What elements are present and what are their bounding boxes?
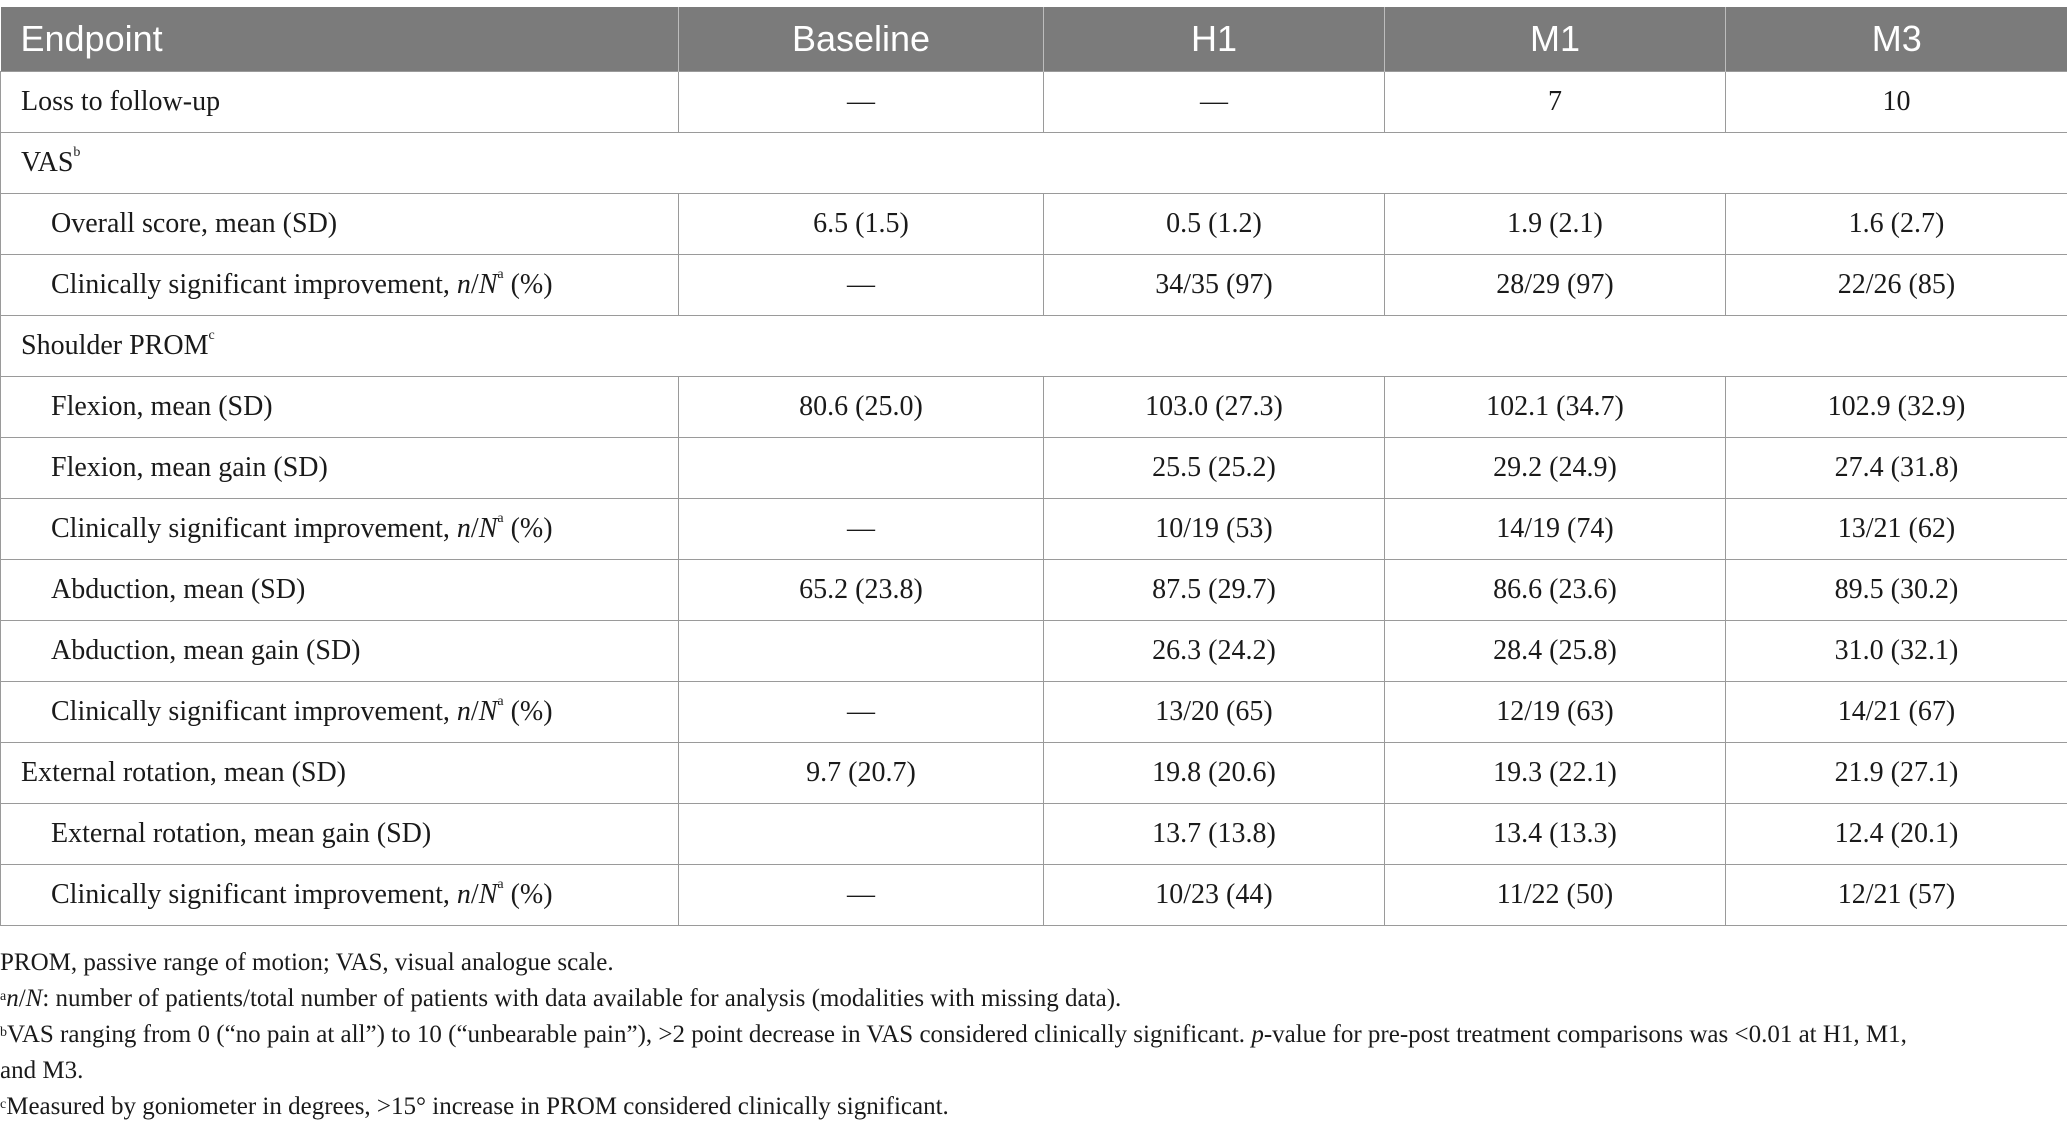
- table-cell: 21.9 (27.1): [1726, 743, 2067, 804]
- column-header-m1: M1: [1385, 7, 1726, 72]
- table-row: [1, 865, 2067, 926]
- table-cell: —: [679, 865, 1044, 926]
- table-row: [1, 621, 2067, 682]
- table-cell: 19.3 (22.1): [1385, 743, 1726, 804]
- table-cell: 7: [1385, 72, 1726, 133]
- table-cell: —: [679, 255, 1044, 316]
- table-cell: 12/19 (63): [1385, 682, 1726, 743]
- table-cell: 11/22 (50): [1385, 865, 1726, 926]
- footnote-b: [0, 1017, 2060, 1053]
- row-label: [1, 682, 679, 743]
- column-header-m3: M3: [1726, 7, 2067, 72]
- row-label-text: Overall score, mean (SD): [51, 208, 338, 239]
- row-label: [1, 72, 679, 133]
- row-label-n: n: [456, 879, 471, 910]
- table-cell: 65.2 (23.8): [679, 560, 1044, 621]
- row-label-sup: a: [497, 694, 504, 709]
- footnote-a-slash: /: [18, 985, 26, 1012]
- column-header-endpoint: Endpoint: [1, 7, 679, 72]
- table-cell: [679, 804, 1044, 865]
- footnote-b-text-2: -value for pre-post treatment comparisons was <0.01 at H1, M1,: [1263, 1021, 1907, 1048]
- row-label: [1, 194, 679, 255]
- column-header-baseline: Baseline: [679, 7, 1044, 72]
- row-label-N: N: [478, 513, 498, 544]
- row-label-text: Loss to follow-up: [21, 86, 221, 117]
- table-cell: 27.4 (31.8): [1726, 438, 2067, 499]
- row-label-n: n: [456, 513, 471, 544]
- row-label-text: VAS: [21, 147, 74, 178]
- footnote-a-n: n: [6, 985, 19, 1012]
- row-label-text: Flexion, mean gain (SD): [51, 452, 328, 483]
- footnote-b-p: p: [1251, 1021, 1264, 1048]
- table-cell: 29.2 (24.9): [1385, 438, 1726, 499]
- row-label: [1, 743, 679, 804]
- row-label-text: Shoulder PROM: [21, 330, 209, 361]
- table-cell: 10/19 (53): [1044, 499, 1385, 560]
- table-row: [1, 316, 2067, 377]
- table-row: [1, 499, 2067, 560]
- table-cell: 26.3 (24.2): [1044, 621, 1385, 682]
- row-label-post: (%): [503, 269, 553, 300]
- table-row: [1, 72, 2067, 133]
- results-table-container: [0, 7, 2067, 926]
- row-label-text: External rotation, mean gain (SD): [51, 818, 432, 849]
- row-label-text: Abduction, mean gain (SD): [51, 635, 361, 666]
- footnote-b-continued: and M3.: [0, 1057, 84, 1084]
- table-cell: 87.5 (29.7): [1044, 560, 1385, 621]
- table-cell: 1.9 (2.1): [1385, 194, 1726, 255]
- row-label: [1, 255, 679, 316]
- table-cell: 28/29 (97): [1385, 255, 1726, 316]
- table-footnotes: [0, 945, 2060, 1125]
- row-label-pre: Clinically significant improvement,: [51, 513, 457, 544]
- row-label: [1, 621, 679, 682]
- row-label-slash: /: [470, 269, 479, 300]
- results-table: [0, 7, 2067, 926]
- footnote-b-marker: b: [0, 1025, 7, 1040]
- row-label-sup: a: [497, 877, 504, 892]
- row-label-text: Flexion, mean (SD): [51, 391, 273, 422]
- table-cell: 89.5 (30.2): [1726, 560, 2067, 621]
- table-cell: 31.0 (32.1): [1726, 621, 2067, 682]
- table-cell: 13/21 (62): [1726, 499, 2067, 560]
- table-cell: —: [679, 72, 1044, 133]
- table-cell: 14/19 (74): [1385, 499, 1726, 560]
- row-label-n: n: [456, 269, 471, 300]
- row-label-N: N: [478, 269, 498, 300]
- footnote-a-marker: a: [0, 989, 7, 1004]
- table-cell: 9.7 (20.7): [679, 743, 1044, 804]
- table-row: [1, 682, 2067, 743]
- table-cell: [679, 438, 1044, 499]
- footnote-a-N: N: [25, 985, 43, 1012]
- table-cell: 10: [1726, 72, 2067, 133]
- row-label-N: N: [478, 879, 498, 910]
- row-label: [1, 377, 679, 438]
- table-cell: 102.9 (32.9): [1726, 377, 2067, 438]
- table-cell: —: [679, 682, 1044, 743]
- footnote-marker: c: [208, 328, 215, 343]
- footnote-a-text: : number of patients/total number of patients with data available for analysis (modalities with missing data).: [42, 985, 1122, 1012]
- row-label-slash: /: [470, 879, 479, 910]
- table-cell: 12/21 (57): [1726, 865, 2067, 926]
- footnote-c-text: Measured by goniometer in degrees, >15° increase in PROM considered clinically significant.: [6, 1093, 949, 1120]
- row-label-sup: a: [497, 511, 504, 526]
- table-body: [1, 72, 2067, 926]
- row-label-post: (%): [503, 513, 553, 544]
- table-cell: 1.6 (2.7): [1726, 194, 2067, 255]
- row-label-sup: a: [497, 267, 504, 282]
- table-cell: 0.5 (1.2): [1044, 194, 1385, 255]
- footnote-b-text-1: VAS ranging from 0 (“no pain at all”) to 10 (“unbearable pain”), >2 point decrease in VAS considered clinically significant.: [7, 1021, 1252, 1048]
- row-label-slash: /: [470, 513, 479, 544]
- row-label-pre: Clinically significant improvement,: [51, 879, 457, 910]
- row-label-pre: Clinically significant improvement,: [51, 696, 457, 727]
- table-cell: 12.4 (20.1): [1726, 804, 2067, 865]
- table-row: [1, 560, 2067, 621]
- table-row: [1, 194, 2067, 255]
- table-cell: 80.6 (25.0): [679, 377, 1044, 438]
- section-heading: [1, 316, 2067, 377]
- table-cell: 6.5 (1.5): [679, 194, 1044, 255]
- table-cell: 28.4 (25.8): [1385, 621, 1726, 682]
- row-label-post: (%): [503, 879, 553, 910]
- row-label: [1, 804, 679, 865]
- table-cell: [679, 621, 1044, 682]
- table-cell: 102.1 (34.7): [1385, 377, 1726, 438]
- table-cell: —: [679, 499, 1044, 560]
- table-cell: 103.0 (27.3): [1044, 377, 1385, 438]
- table-header: [1, 7, 2067, 72]
- table-row: [1, 438, 2067, 499]
- table-cell: 14/21 (67): [1726, 682, 2067, 743]
- row-label-post: (%): [503, 696, 553, 727]
- section-heading: [1, 133, 2067, 194]
- footnote-abbreviations: PROM, passive range of motion; VAS, visual analogue scale.: [0, 949, 614, 976]
- row-label-text: External rotation, mean (SD): [21, 757, 347, 788]
- row-label-slash: /: [470, 696, 479, 727]
- table-cell: 19.8 (20.6): [1044, 743, 1385, 804]
- row-label-n: n: [456, 696, 471, 727]
- row-label-pre: Clinically significant improvement,: [51, 269, 457, 300]
- table-cell: 13.7 (13.8): [1044, 804, 1385, 865]
- table-cell: 13/20 (65): [1044, 682, 1385, 743]
- row-label-text: Abduction, mean (SD): [51, 574, 306, 605]
- footnote-c-marker: c: [0, 1097, 7, 1112]
- header-row: [1, 7, 2067, 72]
- table-cell: 34/35 (97): [1044, 255, 1385, 316]
- table-cell: 25.5 (25.2): [1044, 438, 1385, 499]
- table-cell: 22/26 (85): [1726, 255, 2067, 316]
- table-cell: —: [1044, 72, 1385, 133]
- table-row: [1, 255, 2067, 316]
- row-label: [1, 865, 679, 926]
- table-cell: 10/23 (44): [1044, 865, 1385, 926]
- row-label-N: N: [478, 696, 498, 727]
- footnote-c: [0, 1089, 2060, 1125]
- row-label: [1, 560, 679, 621]
- row-label: [1, 438, 679, 499]
- table-row: [1, 133, 2067, 194]
- footnote-a: [0, 981, 2060, 1017]
- column-header-h1: H1: [1044, 7, 1385, 72]
- table-cell: 86.6 (23.6): [1385, 560, 1726, 621]
- table-cell: 13.4 (13.3): [1385, 804, 1726, 865]
- row-label: [1, 499, 679, 560]
- footnote-marker: b: [73, 145, 81, 160]
- table-row: [1, 743, 2067, 804]
- table-row: [1, 804, 2067, 865]
- table-row: [1, 377, 2067, 438]
